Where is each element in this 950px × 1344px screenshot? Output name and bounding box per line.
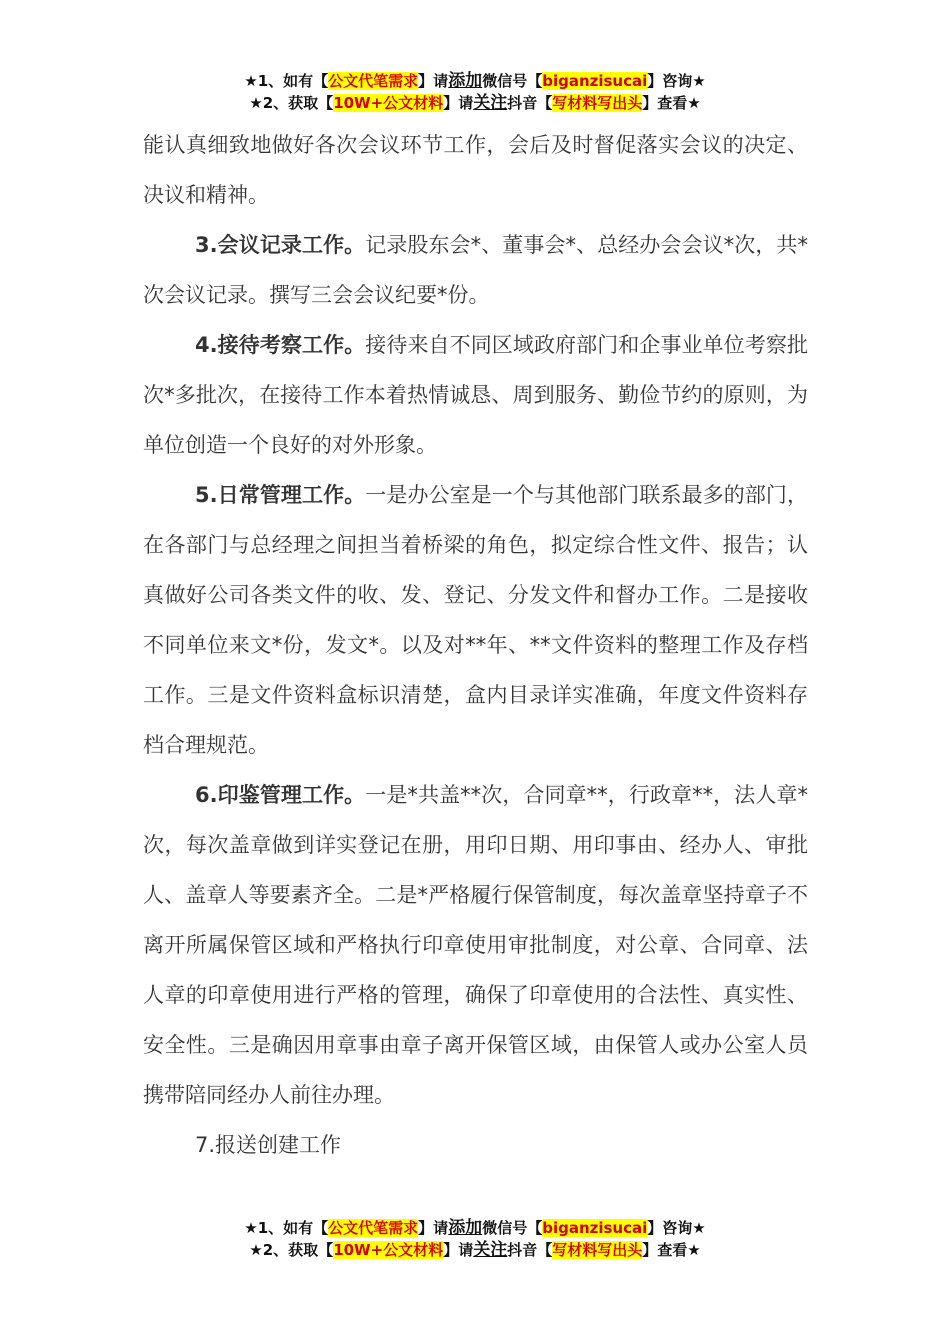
banner-text: ★1、如有【 (244, 1219, 329, 1237)
banner-text: ★2、获取【 (249, 1241, 334, 1259)
paragraph: 7.报送创建工作 (195, 1133, 342, 1157)
paragraph: 能认真细致地做好各次会议环节工作，会后及时督促落实会议的决定、决议和精神。 (143, 133, 808, 207)
banner-highlight: 写材料写出头 (552, 94, 643, 112)
banner-text: 】查看★ (642, 94, 701, 112)
banner-text: 抖音【 (507, 94, 553, 112)
paragraph-heading: 4.接待考察工作。 (195, 333, 366, 357)
banner-highlight: 写材料写出头 (552, 1241, 643, 1259)
banner-highlight: biganzisucai (542, 72, 648, 90)
banner-underline: 关注 (473, 1240, 508, 1260)
document-body (143, 120, 808, 1170)
banner-text: ★1、如有【 (244, 72, 329, 90)
paragraph (143, 320, 808, 470)
paragraph (143, 220, 808, 320)
banner-line-1 (0, 70, 950, 92)
banner-highlight: 10W+公文材料 (333, 94, 444, 112)
banner-text: 】咨询★ (647, 1219, 706, 1237)
banner-highlight: biganzisucai (542, 1219, 648, 1237)
banner-line-2 (0, 1239, 950, 1261)
bottom-banner (0, 1217, 950, 1261)
banner-text: 】请 (443, 94, 474, 112)
banner-text: 】咨询★ (647, 72, 706, 90)
banner-line-2 (0, 92, 950, 114)
banner-text: 抖音【 (507, 1241, 553, 1259)
banner-underline: 添加 (448, 71, 483, 91)
banner-highlight: 公文代笔需求 (328, 72, 419, 90)
banner-text: 】查看★ (642, 1241, 701, 1259)
banner-text: 微信号【 (482, 1219, 543, 1237)
paragraph (143, 470, 808, 770)
paragraph-text: 一是*共盖**次，合同章**，行政章**，法人章*次，每次盖章做到详实登记在册，用印日期、用印事由、经办人、审批人、盖章人等要素齐全。二是*严格履行保管制度，每次盖章坚持章子不离开所属保管区域和严格执行印章使用审批制度，对公章、合同章、法人章的印章使用进行严格的管理，确保了印章使用的合法性、真实性、安全性。三是确因用章事由章子离开保管区域，由保管人或办公室人员携带陪同经办人前往办理。 (143, 783, 809, 1107)
banner-text: 微信号【 (482, 72, 543, 90)
banner-text: ★2、获取【 (249, 94, 334, 112)
banner-text: 】请 (443, 1241, 474, 1259)
paragraph-text: 一是办公室是一个与其他部门联系最多的部门，在各部门与总经理之间担当着桥梁的角色，拟定综合性文件、报告；认真做好公司各类文件的收、发、登记、分发文件和督办工作。二是接收不同单位来文*份，发文*。以及对**年、**文件资料的整理工作及存档工作。三是文件资料盒标识清楚，盒内目录详实准确，年度文件资料存档合理规范。 (143, 483, 808, 757)
banner-highlight: 公文代笔需求 (328, 1219, 419, 1237)
banner-underline: 关注 (473, 93, 508, 113)
paragraph-heading: 6.印鉴管理工作。 (195, 783, 366, 807)
banner-line-1 (0, 1217, 950, 1239)
paragraph-heading: 5.日常管理工作。 (195, 483, 366, 507)
banner-underline: 添加 (448, 1218, 483, 1238)
paragraph-text: 接待来自不同区域政府部门和企事业单位考察批次*多批次，在接待工作本着热情诚恳、周到服务、勤俭节约的原则，为单位创造一个良好的对外形象。 (143, 333, 808, 457)
paragraph-heading: 3.会议记录工作。 (195, 233, 366, 257)
paragraph-text: 记录股东会*、董事会*、总经办会会议*次，共*次会议记录。撰写三会会议纪要*份。 (143, 233, 808, 307)
banner-text: 】请 (418, 1219, 449, 1237)
banner-highlight: 10W+公文材料 (333, 1241, 444, 1259)
banner-text: 】请 (418, 72, 449, 90)
paragraph (143, 770, 808, 1120)
top-banner (0, 70, 950, 114)
